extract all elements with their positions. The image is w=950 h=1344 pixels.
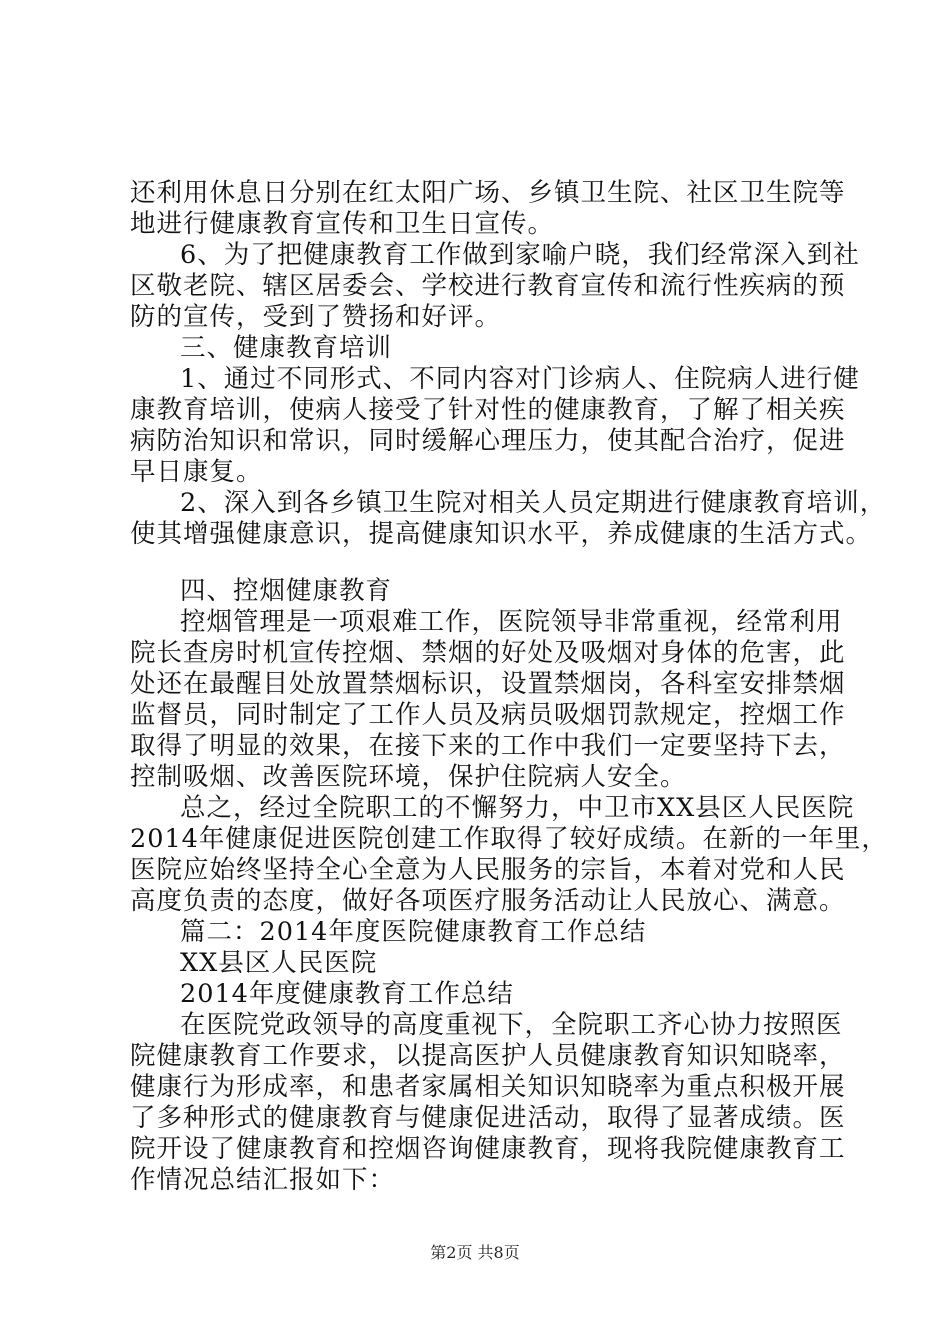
paragraph-line: 区敬老院、辖区居委会、学校进行教育宣传和流行性疾病的预 bbox=[130, 271, 846, 301]
paragraph-line: 2014年健康促进医院创建工作取得了较好成绩。在新的一年里， bbox=[130, 824, 888, 854]
paragraph-line: 了多种形式的健康教育与健康促进活动，取得了显著成绩。医 bbox=[130, 1103, 846, 1133]
paragraph-line: 控制吸烟、改善医院环境，保护住院病人安全。 bbox=[130, 762, 687, 792]
report-title: 2014年度健康教育工作总结 bbox=[180, 979, 514, 1009]
paragraph-line: 取得了明显的效果，在接下来的工作中我们一定要坚持下去， bbox=[130, 731, 846, 761]
paragraph-line: 医院应始终坚持全心全意为人民服务的宗旨，本着对党和人民 bbox=[130, 855, 846, 885]
section-heading: 三、健康教育培训 bbox=[180, 333, 393, 363]
paragraph-line: 地进行健康教育宣传和卫生日宣传。 bbox=[130, 209, 555, 239]
paragraph-line: 监督员，同时制定了工作人员及病员吸烟罚款规定，控烟工作 bbox=[130, 700, 846, 730]
paragraph-line: 院开设了健康教育和控烟咨询健康教育，现将我院健康教育工 bbox=[130, 1134, 846, 1164]
paragraph-line: 2、深入到各乡镇卫生院对相关人员定期进行健康教育培训， bbox=[180, 488, 887, 518]
paragraph-line: 总之，经过全院职工的不懈努力，中卫市XX县区人民医院 bbox=[180, 793, 855, 823]
paragraph-line: 高度负责的态度，做好各项医疗服务活动让人民放心、满意。 bbox=[130, 886, 846, 916]
paragraph-line: 使其增强健康意识，提高健康知识水平，养成健康的生活方式。 bbox=[130, 519, 873, 549]
paragraph-line: 病防治知识和常识，同时缓解心理压力，使其配合治疗，促进 bbox=[130, 426, 846, 456]
paragraph-line: 防的宣传，受到了赞扬和好评。 bbox=[130, 302, 502, 332]
paragraph-line: 6、为了把健康教育工作做到家喻户晓，我们经常深入到社 bbox=[180, 240, 860, 270]
paragraph-line: 控烟管理是一项艰难工作，医院领导非常重视，经常利用 bbox=[180, 607, 843, 637]
paragraph-line: 早日康复。 bbox=[130, 457, 263, 487]
article-heading: 篇二：2014年度医院健康教育工作总结 bbox=[180, 917, 647, 947]
paragraph-line: 在医院党政领导的高度重视下，全院职工齐心协力按照医 bbox=[180, 1010, 843, 1040]
paragraph-line: 健康行为形成率，和患者家属相关知识知晓率为重点积极开展 bbox=[130, 1072, 846, 1102]
section-heading: 四、控烟健康教育 bbox=[180, 576, 393, 606]
organization-name: XX县区人民医院 bbox=[180, 948, 378, 978]
paragraph-line: 1、通过不同形式、不同内容对门诊病人、住院病人进行健 bbox=[180, 364, 860, 394]
paragraph-line: 还利用休息日分别在红太阳广场、乡镇卫生院、社区卫生院等 bbox=[130, 178, 846, 208]
paragraph-line: 康教育培训，使病人接受了针对性的健康教育，了解了相关疾 bbox=[130, 395, 846, 425]
paragraph-line: 院健康教育工作要求，以提高医护人员健康教育知识知晓率， bbox=[130, 1041, 846, 1071]
paragraph-line: 处还在最醒目处放置禁烟标识，设置禁烟岗，各科室安排禁烟 bbox=[130, 669, 846, 699]
paragraph-line: 院长查房时机宣传控烟、禁烟的好处及吸烟对身体的危害，此 bbox=[130, 638, 846, 668]
paragraph-line: 作情况总结汇报如下： bbox=[130, 1165, 396, 1195]
page-number: 第2页 共8页 bbox=[430, 1243, 520, 1262]
